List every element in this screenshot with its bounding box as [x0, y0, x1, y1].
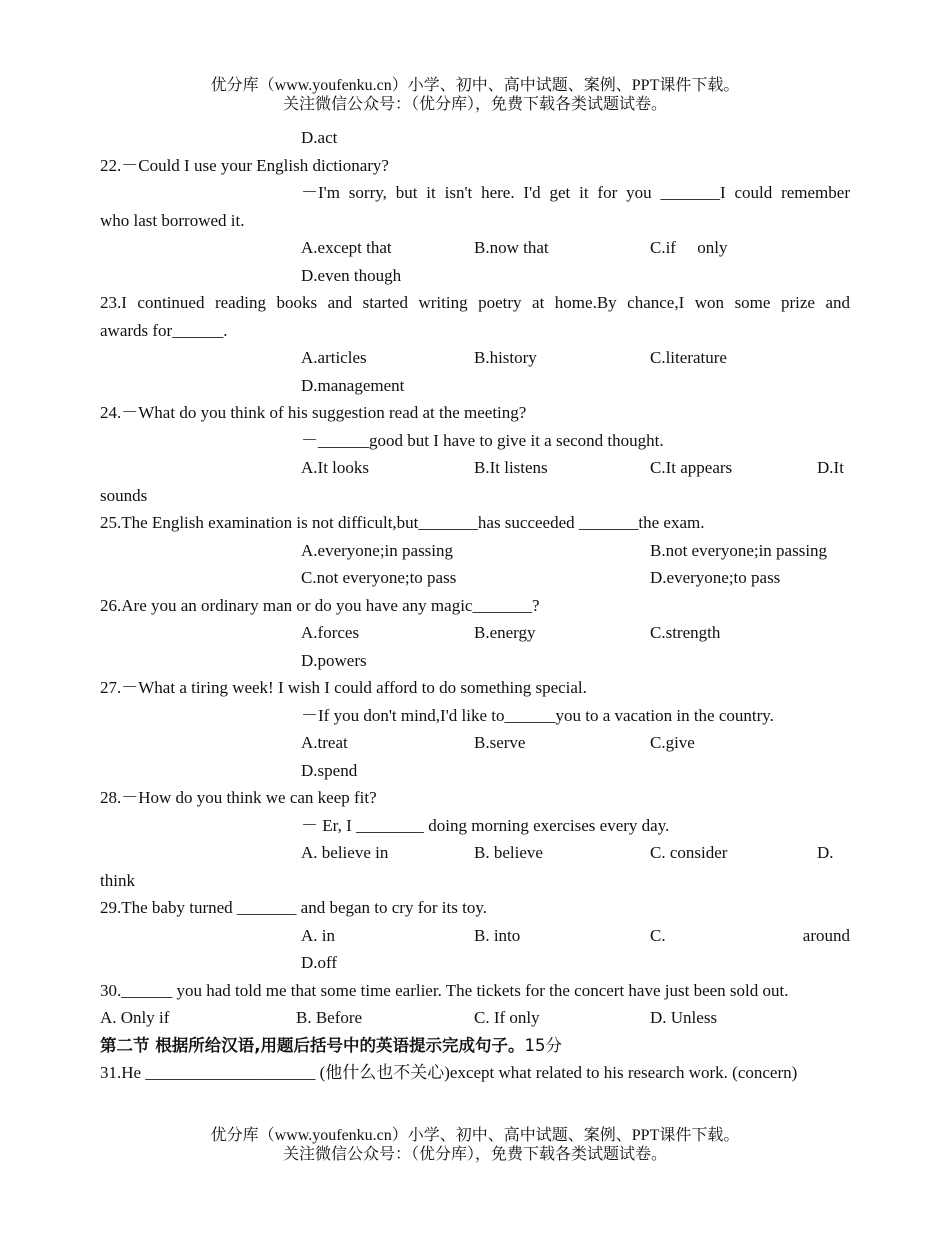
q24-option-b: B.It listens: [474, 458, 548, 477]
q22-option-b: B.now that: [474, 238, 549, 257]
q24-option-c: C.It appears: [650, 458, 733, 477]
q22-option-a: A.except that: [301, 238, 392, 257]
q23-question-cont: awards for______.: [100, 320, 228, 340]
q24-response: －______good but I have to give it a second thought.: [301, 430, 664, 450]
q26-options: [100, 619, 850, 647]
q23-options: [100, 344, 850, 372]
q28-option-c: C. consider: [650, 843, 728, 862]
q30-options: [100, 1004, 850, 1032]
q29-option-d: D.off: [301, 953, 338, 972]
footer-line-2: 关注微信公众号：（优分库），免费下载各类试题试卷。: [282, 1146, 667, 1163]
q31-question: 31.He ____________________ (他什么也不关心)except what related to his research work. (concern): [100, 1063, 798, 1082]
q21-option-d: D.act: [301, 128, 338, 147]
q28-option-a: A. believe in: [301, 843, 389, 862]
q29-option-a: A. in: [301, 925, 335, 945]
page-footer: [0, 1126, 950, 1164]
q29-options: [100, 922, 850, 950]
q27-option-c: C.give: [650, 733, 695, 752]
q26-option-c: C.strength: [650, 623, 721, 642]
q24-options: [100, 454, 850, 482]
q29-option-b: B. into: [474, 925, 521, 945]
q24-option-d: D.It: [817, 458, 844, 477]
q22-response: －I'm sorry, but it isn't here. I'd get it for you _______I could remember: [301, 183, 850, 202]
q25-option-a: A.everyone;in passing: [301, 540, 454, 560]
header-line-1: 优分库（www.youfenku.cn）小学、初中、高中试题、案例、PPT课件下载。: [210, 77, 740, 94]
q28-response: － Er, I ________ doing morning exercises every day.: [301, 815, 670, 835]
q28-option-b: B. believe: [474, 843, 543, 862]
q26-option-b: B.energy: [474, 623, 536, 642]
q26-option-d: D.powers: [301, 650, 367, 670]
exam-content: [100, 124, 850, 1087]
q25-question: 25.The English examination is not difficult,but_______has succeeded _______the exam.: [100, 513, 705, 532]
q23-question: 23.I continued reading books and started writing poetry at home.By chance,I won some prize and: [100, 293, 850, 312]
q22-options: [100, 234, 850, 262]
q27-option-b: B.serve: [474, 733, 526, 752]
q23-option-d: D.management: [301, 375, 405, 395]
q28-options: [100, 839, 850, 867]
q24-question: 24.－What do you think of his suggestion read at the meeting?: [100, 403, 527, 422]
q29-question: 29.The baby turned _______ and began to cry for its toy.: [100, 898, 487, 917]
q22-option-d: D.even though: [301, 265, 402, 285]
header-line-2: 关注微信公众号：（优分库），免费下载各类试题试卷。: [282, 96, 667, 113]
q29-option-c-cont: around: [802, 925, 850, 945]
q23-option-a: A.articles: [301, 348, 367, 367]
q22-option-c: C.if only: [650, 238, 728, 257]
q23-option-c: C.literature: [650, 348, 727, 367]
section-title: 第二节 根据所给汉语,用题后括号中的英语提示完成句子。: [100, 1035, 525, 1055]
q27-option-d: D.spend: [301, 760, 358, 780]
q24-option-d-cont: sounds: [100, 485, 148, 505]
q26-question: 26.Are you an ordinary man or do you have any magic_______?: [100, 595, 540, 615]
q27-response: －If you don't mind,I'd like to______you to a vacation in the country.: [301, 705, 774, 725]
q30-option-a: A. Only if: [100, 1008, 170, 1027]
q30-option-b: B. Before: [296, 1008, 363, 1027]
q27-question: 27.－What a tiring week! I wish I could afford to do something special.: [100, 678, 587, 697]
q26-option-a: A.forces: [301, 623, 360, 642]
q24-option-a: A.It looks: [301, 458, 369, 477]
section-points: 15分: [524, 1035, 563, 1055]
footer-line-1: 优分库（www.youfenku.cn）小学、初中、高中试题、案例、PPT课件下载。: [210, 1127, 740, 1144]
q27-option-a: A.treat: [301, 733, 348, 752]
q29-option-c: C.: [650, 925, 666, 945]
q25-options-row2: [100, 564, 850, 592]
q25-option-d: D.everyone;to pass: [650, 568, 781, 587]
q27-options: [100, 729, 850, 757]
q22-question: 22.－Could I use your English dictionary?: [100, 155, 389, 175]
q30-option-d: D. Unless: [650, 1008, 718, 1027]
q23-option-b: B.history: [474, 348, 537, 367]
q30-question: 30.______ you had told me that some time earlier. The tickets for the concert have just been sold out.: [100, 980, 789, 1000]
q28-question: 28.－How do you think we can keep fit?: [100, 788, 377, 807]
q28-option-d: D.: [817, 843, 834, 862]
q25-option-c: C.not everyone;to pass: [301, 568, 457, 587]
section-heading: [100, 1032, 850, 1060]
page-header: [0, 76, 950, 114]
q25-option-b: B.not everyone;in passing: [650, 540, 828, 560]
q25-options-row1: [100, 537, 850, 565]
q30-option-c: C. If only: [474, 1008, 540, 1027]
q22-response-cont: who last borrowed it.: [100, 210, 245, 230]
q28-option-d-cont: think: [100, 870, 135, 890]
